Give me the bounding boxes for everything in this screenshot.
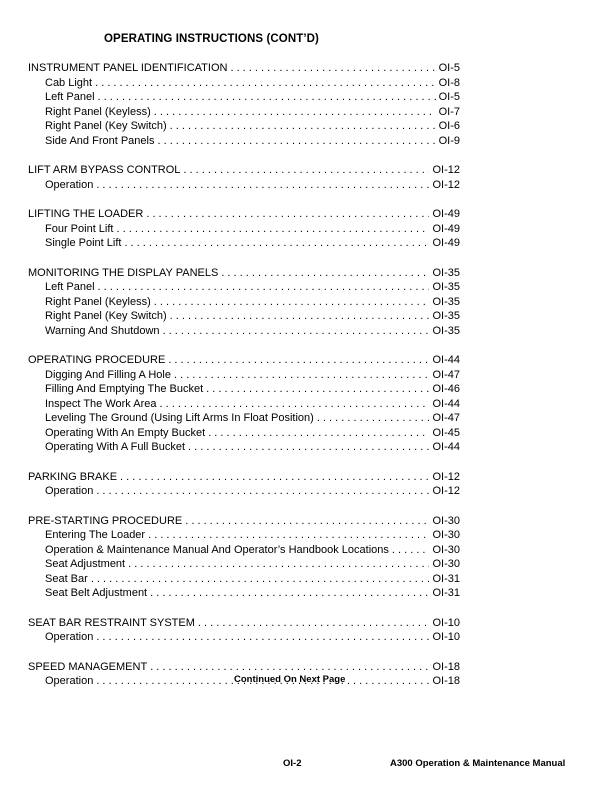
toc-subentry[interactable] <box>28 105 460 120</box>
toc-subentry[interactable] <box>28 309 460 324</box>
toc-entry-label: SEAT BAR RESTRAINT SYSTEM <box>28 616 195 629</box>
toc-page-number: OI-18 <box>432 675 460 687</box>
toc-subentry[interactable] <box>28 397 460 412</box>
dot-leader <box>150 586 429 601</box>
toc-entry-label: Side And Front Panels <box>45 134 155 147</box>
toc-entry-label: Operating With An Empty Bucket <box>45 426 206 439</box>
toc-page-number: OI-31 <box>432 572 460 585</box>
toc-page-number: OI-12 <box>432 178 460 191</box>
footer-page-number: OI-2 <box>283 758 302 769</box>
toc-section <box>28 470 460 499</box>
toc-entry-label: Operation <box>45 178 94 191</box>
toc-entry-label: Right Panel (Key Switch) <box>45 120 167 132</box>
toc-page-number: OI-12 <box>432 470 460 483</box>
toc-subentry[interactable] <box>28 630 460 645</box>
toc-page-number: OI-9 <box>438 134 460 147</box>
toc-subentry[interactable] <box>28 134 460 149</box>
toc-subentry[interactable] <box>28 426 460 441</box>
dot-leader <box>128 557 429 572</box>
toc-page-number: OI-10 <box>432 631 460 643</box>
dot-leader <box>168 353 429 368</box>
toc-section <box>28 266 460 339</box>
toc-page-number: OI-8 <box>438 76 460 89</box>
toc-subentry[interactable] <box>28 368 460 383</box>
toc-heading[interactable] <box>28 163 460 178</box>
dot-leader <box>317 411 430 426</box>
page-title: OPERATING INSTRUCTIONS (CONT’D) <box>104 33 319 45</box>
toc-subentry[interactable] <box>28 280 460 295</box>
toc-heading[interactable] <box>28 353 460 368</box>
toc-entry-label: Operation <box>45 631 94 643</box>
toc-subentry[interactable] <box>28 178 460 193</box>
toc-subentry[interactable] <box>28 557 460 572</box>
toc-entry-label: Seat Bar <box>45 572 88 585</box>
toc-entry-label: Left Panel <box>45 281 95 293</box>
toc-section <box>28 207 460 251</box>
toc-entry-label: Right Panel (Keyless) <box>45 105 151 118</box>
toc-entry-label: Left Panel <box>45 91 95 103</box>
dot-leader <box>154 295 430 310</box>
toc-subentry[interactable] <box>28 586 460 601</box>
toc-subentry[interactable] <box>28 236 460 251</box>
toc-subentry[interactable] <box>28 222 460 237</box>
toc-subentry[interactable] <box>28 295 460 310</box>
toc-page-number: OI-47 <box>432 368 460 381</box>
dot-leader <box>96 484 429 499</box>
toc-page-number: OI-49 <box>432 237 460 249</box>
toc-subentry[interactable] <box>28 119 460 134</box>
dot-leader <box>188 440 429 455</box>
toc-page-number: OI-30 <box>432 543 460 556</box>
toc-page-number: OI-18 <box>432 660 460 673</box>
toc-entry-label: Operation <box>45 675 94 687</box>
toc-entry-label: Inspect The Work Area <box>45 397 157 410</box>
dot-leader <box>198 616 430 631</box>
toc-heading[interactable] <box>28 61 460 76</box>
dot-leader <box>95 76 436 91</box>
toc-entry-label: Seat Adjustment <box>45 558 126 570</box>
toc-entry-label: Operation & Maintenance Manual And Operator’s Handbook Locations <box>45 543 389 556</box>
toc-page-number: OI-30 <box>432 529 460 541</box>
toc-page-number: OI-35 <box>432 281 460 293</box>
toc-entry-label: Entering The Loader <box>45 529 146 541</box>
toc-entry-label: SPEED MANAGEMENT <box>28 660 148 673</box>
toc-page-number: OI-7 <box>438 105 460 118</box>
dot-leader <box>157 134 435 149</box>
dot-leader <box>98 90 436 105</box>
dot-leader <box>120 470 429 485</box>
toc-page-number: OI-5 <box>438 62 460 74</box>
toc-page-number: OI-45 <box>432 426 460 439</box>
toc-heading[interactable] <box>28 660 460 675</box>
toc-entry-label: Warning And Shutdown <box>45 324 160 337</box>
toc-heading[interactable] <box>28 207 460 222</box>
dot-leader <box>116 222 429 237</box>
dot-leader <box>183 163 429 178</box>
toc-entry-label: PARKING BRAKE <box>28 470 118 483</box>
dot-leader <box>208 426 429 441</box>
toc-heading[interactable] <box>28 514 460 529</box>
dot-leader <box>163 324 430 339</box>
toc-page-number: OI-6 <box>438 120 460 132</box>
dot-leader <box>392 543 430 558</box>
dot-leader <box>148 528 429 543</box>
dot-leader <box>124 236 429 251</box>
toc-page-number: OI-5 <box>438 91 460 103</box>
toc-page-number: OI-12 <box>432 164 460 176</box>
toc-entry-label: Operation <box>45 485 94 497</box>
toc-subentry[interactable] <box>28 382 460 397</box>
toc-entry-label: PRE-STARTING PROCEDURE <box>28 514 183 527</box>
dot-leader <box>170 119 436 134</box>
toc-entry-label: LIFT ARM BYPASS CONTROL <box>28 164 181 176</box>
toc-entry-label: OPERATING PROCEDURE <box>28 354 166 366</box>
dot-leader <box>146 207 429 222</box>
toc-entry-label: Four Point Lift <box>45 222 114 235</box>
table-of-contents <box>28 61 460 704</box>
toc-page-number: OI-12 <box>432 485 460 497</box>
toc-subentry[interactable] <box>28 572 460 587</box>
toc-page-number: OI-46 <box>432 383 460 395</box>
toc-section <box>28 514 460 601</box>
toc-subentry[interactable] <box>28 411 460 426</box>
toc-entry-label: Digging And Filling A Hole <box>45 368 171 381</box>
toc-subentry[interactable] <box>28 484 460 499</box>
toc-entry-label: Single Point Lift <box>45 237 122 249</box>
toc-heading[interactable] <box>28 616 460 631</box>
toc-page-number: OI-35 <box>432 266 460 279</box>
toc-page-number: OI-30 <box>432 558 460 570</box>
toc-entry-label: Operating With A Full Bucket <box>45 441 186 453</box>
toc-subentry[interactable] <box>28 90 460 105</box>
toc-page-number: OI-49 <box>432 208 460 220</box>
dot-leader <box>96 630 429 645</box>
toc-page-number: OI-35 <box>432 295 460 308</box>
toc-page-number: OI-35 <box>432 324 460 337</box>
toc-page-number: OI-31 <box>432 587 460 599</box>
toc-section <box>28 353 460 455</box>
dot-leader <box>91 572 430 587</box>
toc-entry-label: Cab Light <box>45 76 93 89</box>
toc-entry-label: MONITORING THE DISPLAY PANELS <box>28 266 219 279</box>
toc-section <box>28 616 460 645</box>
dot-leader <box>174 368 430 383</box>
dot-leader <box>221 266 429 281</box>
toc-page-number: OI-44 <box>432 441 460 453</box>
dot-leader <box>154 105 436 120</box>
toc-entry-label: INSTRUMENT PANEL IDENTIFICATION <box>28 62 228 74</box>
toc-entry-label: Right Panel (Key Switch) <box>45 310 167 322</box>
toc-page-number: OI-30 <box>432 514 460 527</box>
toc-page-number: OI-47 <box>432 412 460 424</box>
toc-subentry[interactable] <box>28 324 460 339</box>
toc-page-number: OI-44 <box>432 397 460 410</box>
toc-page-number: OI-35 <box>432 310 460 322</box>
toc-page-number: OI-49 <box>432 222 460 235</box>
toc-subentry[interactable] <box>28 76 460 91</box>
toc-subentry[interactable] <box>28 440 460 455</box>
dot-leader <box>206 382 429 397</box>
dot-leader <box>159 397 429 412</box>
continued-note: Continued On Next Page <box>234 674 346 685</box>
dot-leader <box>185 514 429 529</box>
toc-entry-label: Leveling The Ground (Using Lift Arms In Float Position) <box>45 412 314 424</box>
toc-entry-label: LIFTING THE LOADER <box>28 208 144 220</box>
toc-entry-label: Filling And Emptying The Bucket <box>45 383 204 395</box>
toc-page-number: OI-44 <box>432 354 460 366</box>
dot-leader <box>170 309 430 324</box>
dot-leader <box>230 61 435 76</box>
toc-heading[interactable] <box>28 266 460 281</box>
toc-heading[interactable] <box>28 470 460 485</box>
dot-leader <box>98 280 430 295</box>
toc-entry-label: Seat Belt Adjustment <box>45 587 148 599</box>
toc-subentry[interactable] <box>28 543 460 558</box>
toc-section <box>28 163 460 192</box>
dot-leader <box>96 178 429 193</box>
toc-subentry[interactable] <box>28 528 460 543</box>
toc-entry-label: Right Panel (Keyless) <box>45 295 151 308</box>
footer-manual-title: A300 Operation & Maintenance Manual <box>390 758 566 769</box>
dot-leader <box>150 660 429 675</box>
toc-page-number: OI-10 <box>432 616 460 629</box>
toc-section <box>28 61 460 148</box>
